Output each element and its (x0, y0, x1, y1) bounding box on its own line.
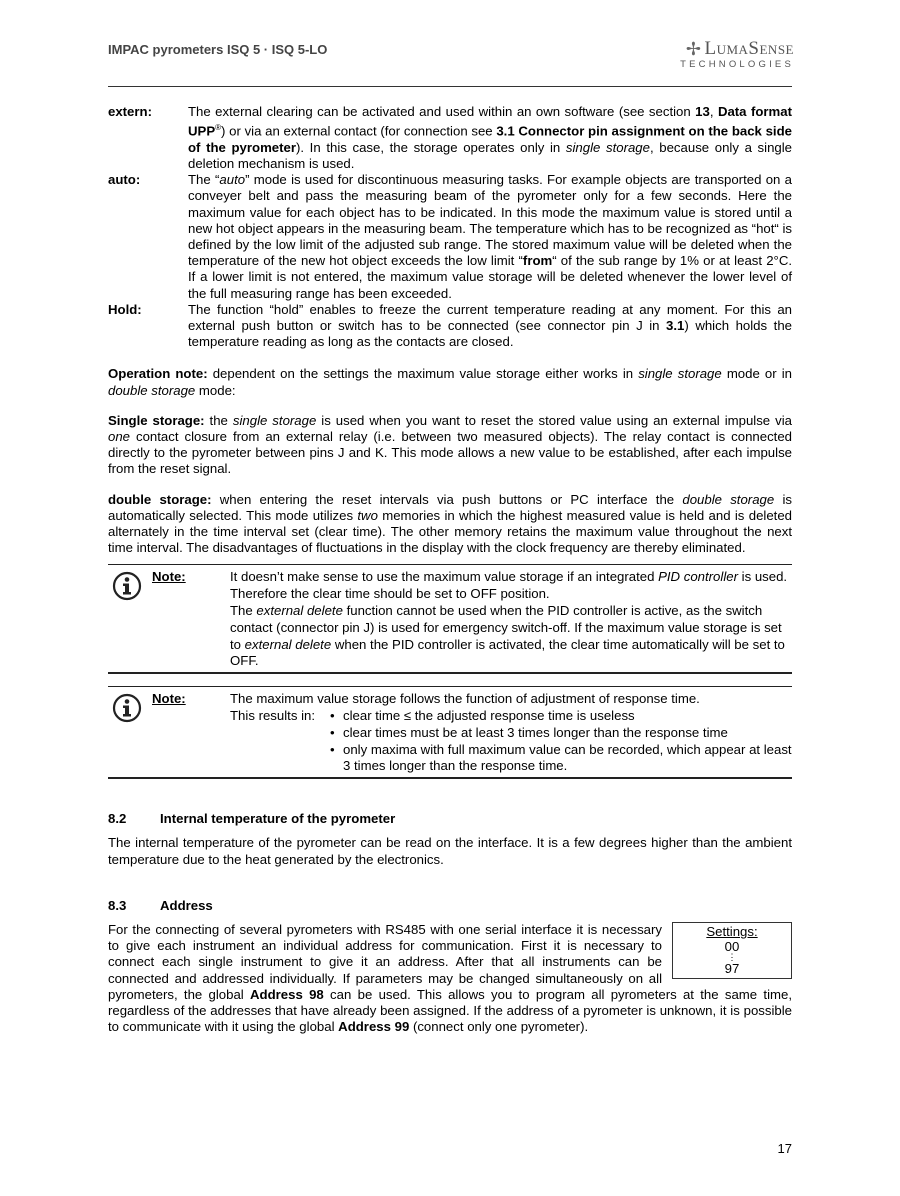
note-bullet-list (330, 708, 792, 775)
info-icon (108, 691, 152, 775)
company-logo (680, 38, 794, 70)
note-label: Note: (152, 691, 186, 707)
list-item: • clear time ≤ the adjusted response time is useless (330, 708, 792, 725)
settings-min-value: 00 (724, 939, 740, 955)
definition-extern (108, 104, 792, 172)
note-text: It doesn’t make sense to use the maximum value storage if an integrated PID controller is used. Therefore the clear time should be set to OFF position. The external delete function cannot be used when the PID controller is active, as the switch contact (connector pin J) is used for emergency switch-off. If the maximum value storage is set to external delete when the PID controller is activated, the clear time automatically will be set to OFF. (230, 569, 788, 669)
definition-term: Hold: (108, 301, 142, 317)
section-heading-8-3: 8.3 Address (108, 897, 213, 913)
logo-wordmark: LumaSense (704, 38, 794, 59)
note-box-response-time (108, 686, 792, 779)
note-text (230, 691, 792, 775)
definition-text: The external clearing can be activated and used within an own software (see section 13, Data format UPP®) or via an external contact (for connection see 3.1 Connector pin assignment on the back side of the pyrometer). In this case, the storage operates only in single storage, because only a single deletion mechanism is used. (188, 104, 793, 171)
page-number: 17 (777, 1141, 792, 1156)
list-item: • only maxima with full maximum value can be recorded, which appear at least 3 times longer than the response time. (330, 742, 792, 776)
definition-text: The function “hold” enables to freeze the current temperature reading at any moment. For this an external push button or switch has to be connected (see connector pin J in 3.1) which holds the temperature reading as long as the contacts are closed. (188, 301, 792, 350)
section-heading-8-2: 8.2 Internal temperature of the pyrometer (108, 811, 396, 827)
document-header-title: IMPAC pyrometers ISQ 5 · ISQ 5-LO (108, 42, 328, 57)
operation-note-paragraph: Operation note: dependent on the settings the maximum value storage either works in single storage mode or in double storage mode: (108, 366, 792, 398)
definition-auto (108, 172, 792, 302)
note-label: Note: (152, 569, 186, 585)
settings-label: Settings: (706, 924, 758, 940)
note-intro: The maximum value storage follows the function of adjustment of response time. (230, 691, 700, 707)
single-storage-paragraph: Single storage: the single storage is used when you want to reset the stored value using an external impulse via one contact closure from an external relay (i.e. between two measured objects). The relay contact is connected directly to the pyrometer between pins J and K. This mode allows a new value to be established, after each impulse from the reset signal. (108, 412, 792, 477)
settings-range-dots: ⋮ (727, 952, 737, 963)
logo-subtitle: TECHNOLOGIES (680, 59, 794, 70)
double-storage-paragraph: double storage: when entering the reset intervals via push buttons or PC interface the double storage is automatically selected. This mode utilizes two memories in which the highest measured value is held and is deleted alternately in the time interval set (clear time). The other memory retains the maximum value throughout the next time interval. The disadvantages of fluctuations in the display with the clock frequency are thereby eliminated. (108, 491, 792, 556)
section-8-3-text: Settings: 00 ⋮ 97 For the connecting of several pyrometers with RS485 with one serial interface it is necessary to give each instrument an individual address for communication. First it is necessary to connect each single instrument to give it an address. After that all instruments can be connected and addressed individually. If parameters may be changed simultaneously on all pyrometers, the global Address 98 can be used. This allows you to program all pyrometers at the same time, regardless of the addresses that have already been assigned. If the address of a pyrometer is unknown, it is possible to communicate with it using the global Address 99 (connect only one pyrometer). (108, 922, 792, 1035)
logo-cross-icon: ✢ (685, 39, 702, 59)
main-content (108, 104, 792, 1035)
address-settings-box (672, 922, 792, 979)
header-divider (108, 86, 792, 87)
definition-hold (108, 302, 792, 351)
note-lead: This results in: (230, 708, 316, 724)
definition-term: auto: (108, 172, 141, 188)
settings-max-value: 97 (724, 961, 740, 977)
info-icon (108, 569, 152, 670)
note-box-pid (108, 564, 792, 674)
list-item: • clear times must be at least 3 times longer than the response time (330, 725, 792, 742)
definition-term: extern: (108, 104, 152, 119)
definition-text: The “auto” mode is used for discontinuous measuring tasks. For example objects are transported on a conveyer belt and pass the measuring beam of the pyrometer only for a few seconds. Here the maximum value for each object has to be indicated. In this mode the maximum value is stored until a new hot object appears in the measuring beam. The temperature which has to be recognized as “hot“ is defined by the low limit of the adjusted sub range. The stored maximum value will be deleted when the temperature of the new hot object exceeds the low limit “from“ of the sub range by 1% or at least 2°C. If a lower limit is not entered, the maximum value storage will be deleted whenever the lower level of the full measuring range has been exceeded. (188, 172, 793, 301)
section-8-2-text: The internal temperature of the pyrometer can be read on the interface. It is a few degrees higher than the ambient temperature due to the heat generated by the electronics. (108, 835, 792, 867)
